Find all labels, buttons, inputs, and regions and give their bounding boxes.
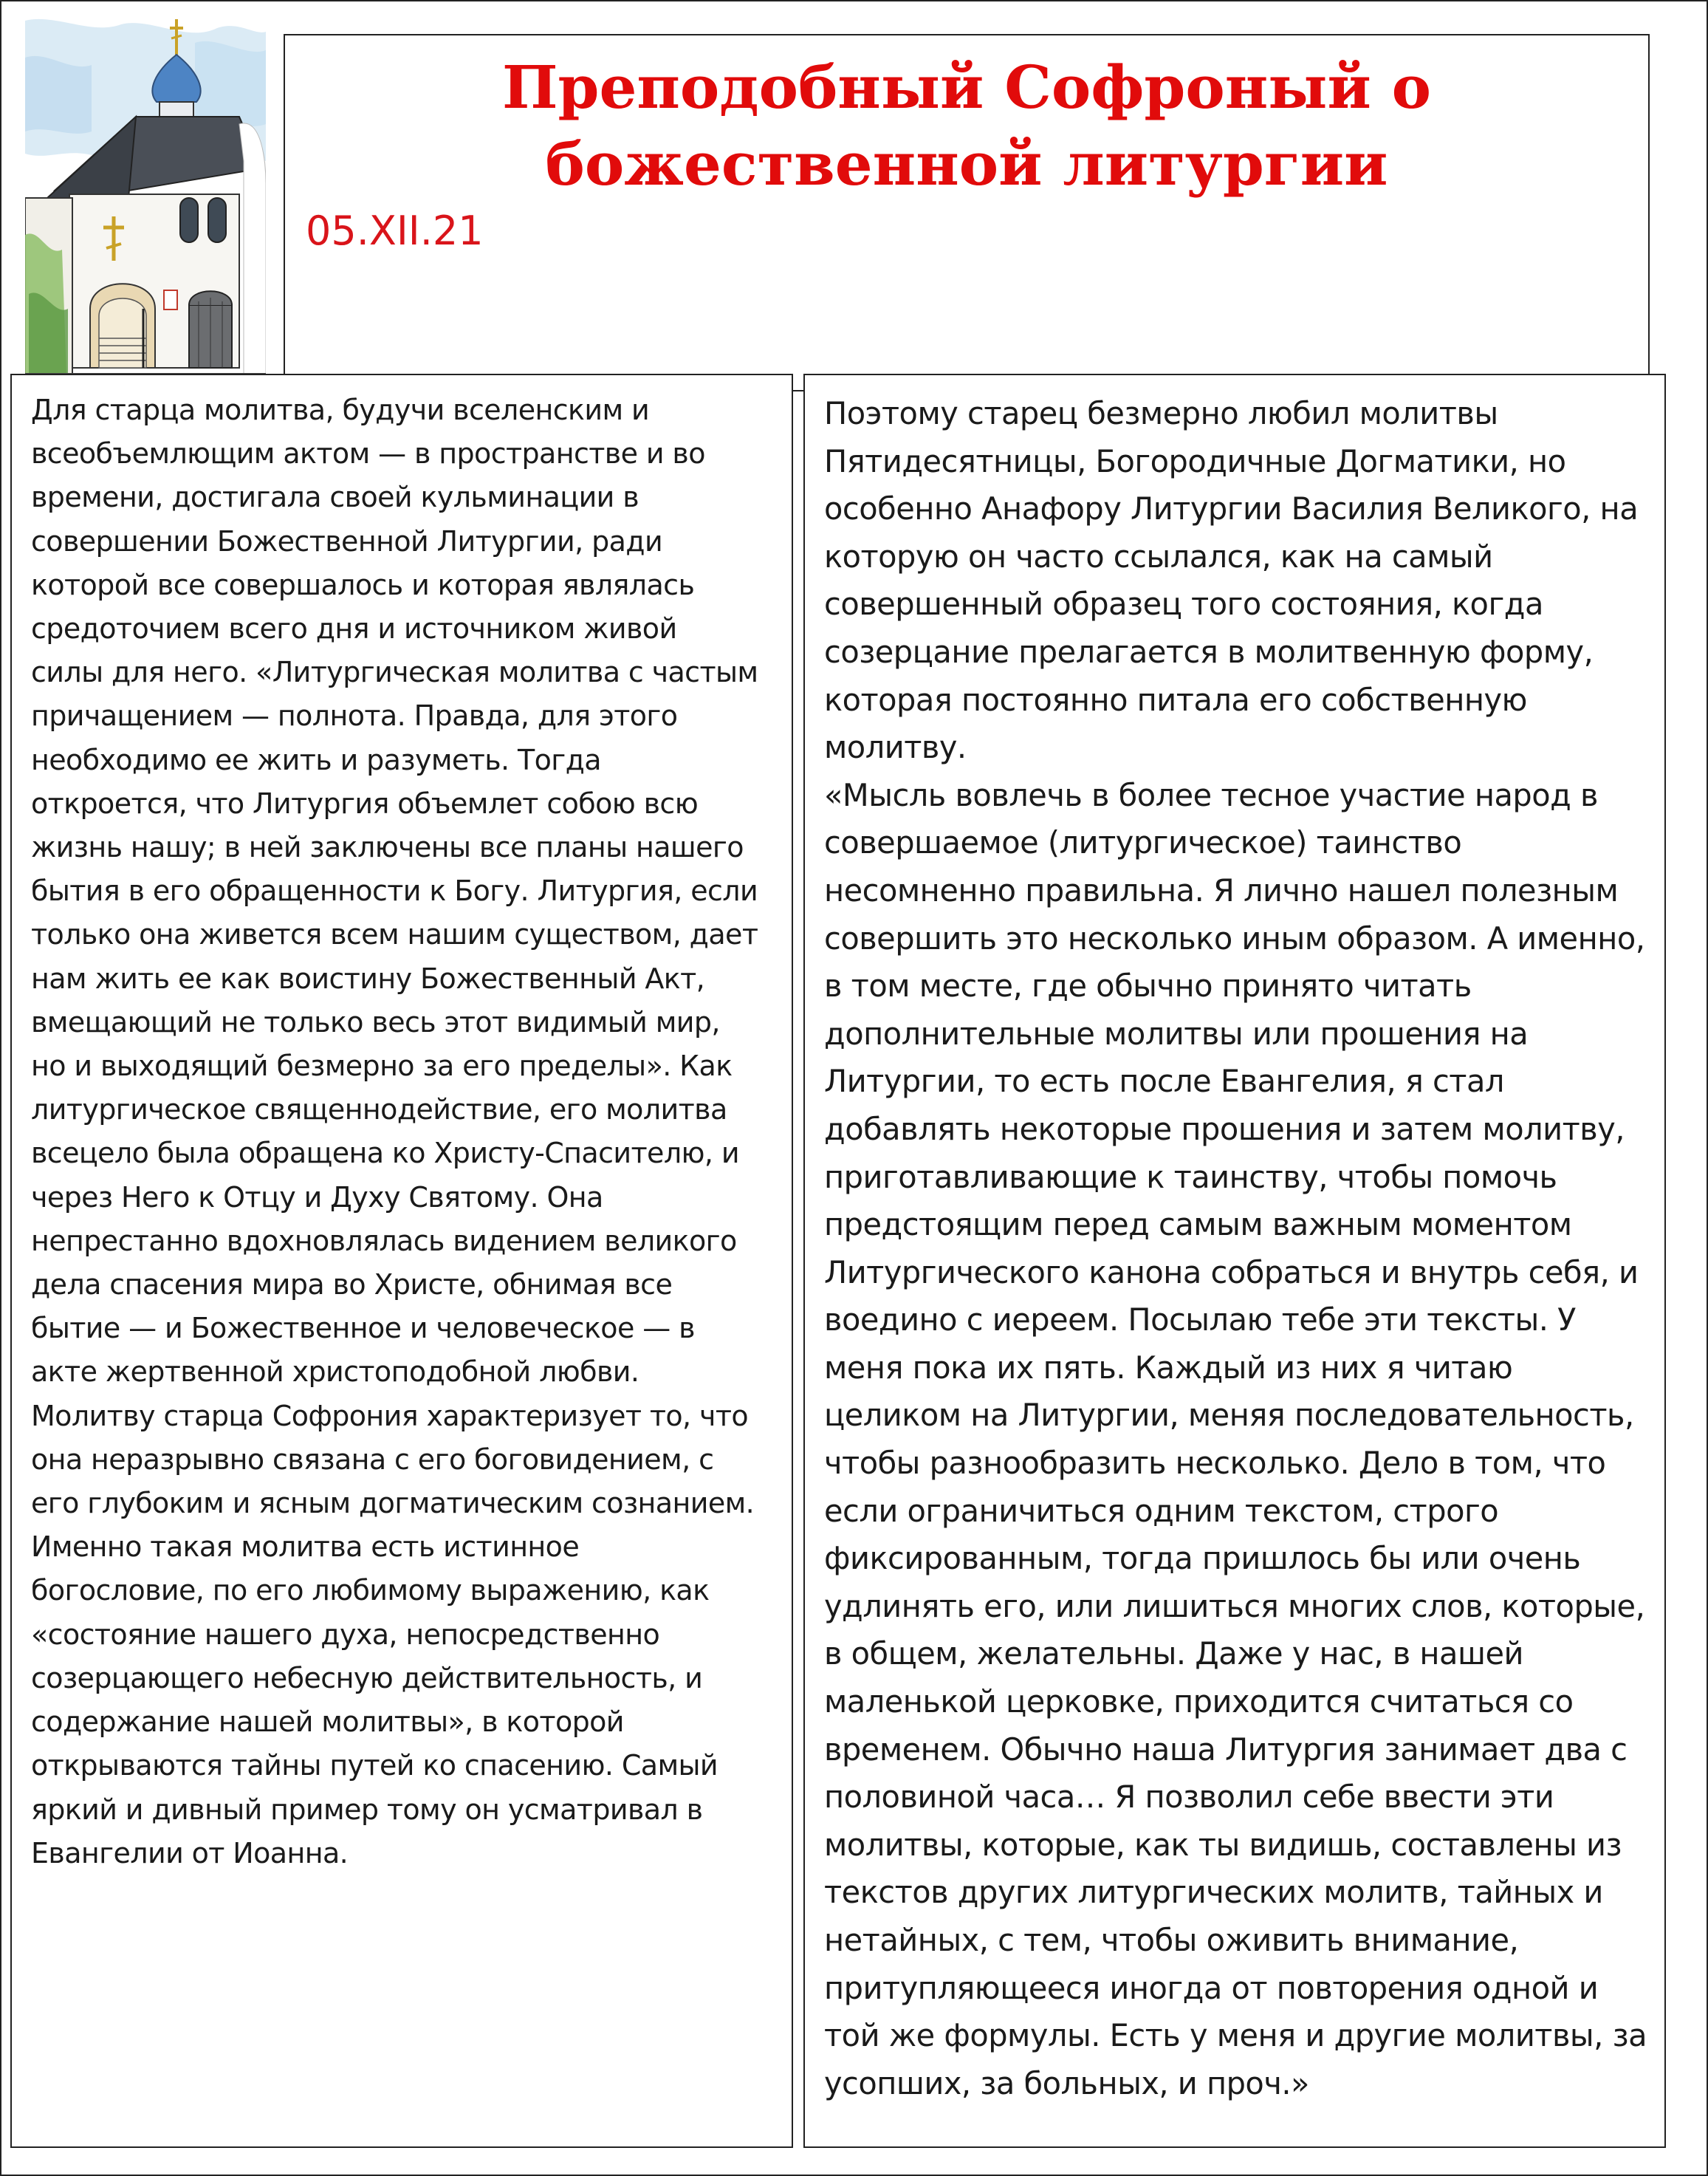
header-box	[284, 34, 1650, 391]
right-column-text: Поэтому старец безмерно любил молитвы Пятидесятницы, Богородичные Догматики, но особенно Анафору Литургии Василия Великого, на которую он часто ссылался, как на самый совершенный образец того состояния, когда созерцание прелагается в молитвенную форму, которая постоянно питала его собственную молитву. «Мысль вовлечь в более тесное участие народ в совершаемое (литургическое) таинство несомненно правильна. Я лично нашел полезным совершить это несколько иным образом. А именно, в том месте, где обычно принято читать дополнительные молитвы или прошения на Литургии, то есть после Евангелия, я стал добавлять некоторые прошения и затем молитву, приготавливающие к таинству, чтобы помочь предстоящим перед самым важным моментом Литургического канона собраться и внутрь себя, и воедино с иереем. Посылаю тебе эти тексты. У меня пока их пять. Каждый из них я читаю целиком на Литургии, меняя последовательность, чтобы разнообразить несколько. Дело в том, что если ограничиться одним текстом, строго фиксированным, тогда пришлось бы или очень удлинять его, или лишиться многих слов, которые, в общем, желательны. Даже у нас, в нашей маленькой церковке, приходится считаться со временем. Обычно наша Литургия занимает два с половиной часа… Я позволил себе ввести эти молитвы, которые, как ты видишь, составлены из текстов других литургических молитв, тайных и нетайных, с тем, чтобы оживить внимание, притупляющееся иногда от повторения одной и той же формулы. Есть у меня и другие молитвы, за усопших, за больных, и проч.»	[824, 395, 1647, 2101]
page-title	[315, 49, 1619, 202]
left-text-column	[10, 374, 793, 2148]
church-icon	[25, 13, 266, 375]
title-line-1: Преподобный Софроный о	[501, 52, 1432, 122]
title-line-2: божественной литургии	[545, 129, 1388, 199]
date-label: 05.XII.21	[306, 208, 484, 254]
right-text-column	[803, 374, 1666, 2148]
church-illustration	[25, 13, 266, 375]
left-column-text: Для старца молитва, будучи вселенским и всеобъемлющим актом — в пространстве и во времени, достигала своей кульминации в совершении Божественной Литургии, ради которой все совершалось и которая являлась средоточием всего дня и источником живой силы для него. «Литургическая молитва с частым причащением — полнота. Правда, для этого необходимо ее жить и разуметь. Тогда откроется, что Литургия объемлет собою всю жизнь нашу; в ней заключены все планы нашего бытия в его обращенности к Богу. Литургия, если только она живется всем нашим существом, дает нам жить ее как воистину Божественный Акт, вмещающий не только весь этот видимый мир, но и выходящий безмерно за его пределы». Как литургическое священнодействие, его молитва всецело была обращена ко Христу-Спасителю, и через Него к Отцу и Духу Святому. Она непрестанно вдохновлялась видением великого дела спасения мира во Христе, обнимая все бытие — и Божественное и человеческое — в акте жертвенной христоподобной любви. Молитву старца Софрония характеризует то, что она неразрывно связана с его боговидением, с его глубоким и ясным догматическим сознанием. Именно такая молитва есть истинное богословие, по его любимому выражению, как «состояние нашего духа, непосредственно созерцающего небесную действительность, и содержание нашей молитвы», в которой открываются тайны путей ко спасению. Самый яркий и дивный пример тому он усматривал в Евангелии от Иоанна.	[31, 394, 758, 1869]
